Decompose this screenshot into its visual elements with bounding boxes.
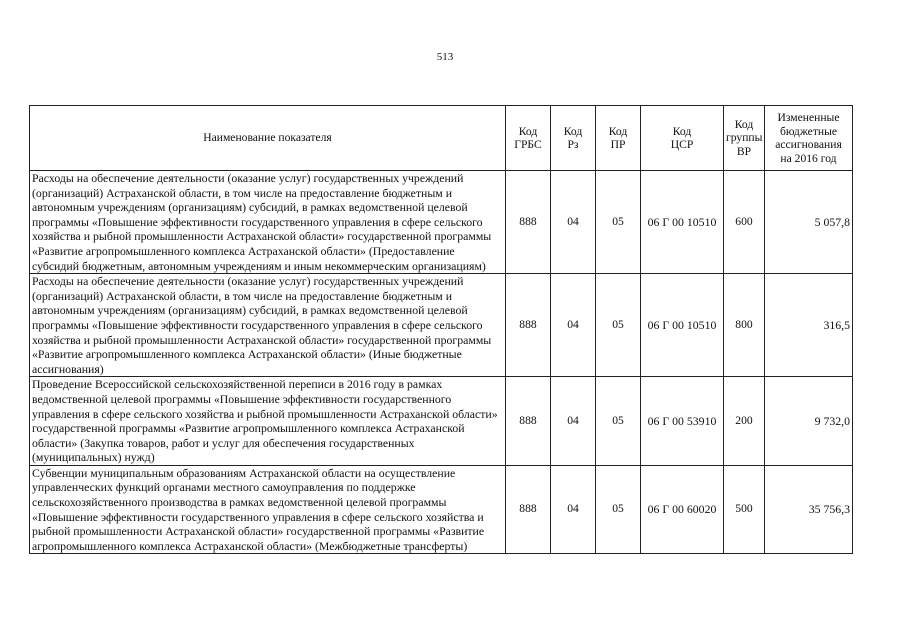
row-rz-cell: 04 xyxy=(551,465,596,554)
header-vr: Код группы ВР xyxy=(724,106,765,171)
row-pr-cell: 05 xyxy=(596,465,641,554)
table-row xyxy=(30,171,853,274)
row-amount-cell: 316,5 xyxy=(765,274,853,377)
row-grbs-cell: 888 xyxy=(506,465,551,554)
header-csr: Код ЦСР xyxy=(641,106,724,171)
header-amount: Измененные бюджетные ассигнования на 2016 год xyxy=(765,106,853,171)
row-rz-cell: 04 xyxy=(551,377,596,466)
row-vr-cell: 600 xyxy=(724,171,765,274)
row-vr-cell: 200 xyxy=(724,377,765,466)
header-rz: Код Рз xyxy=(551,106,596,171)
header-pr: Код ПР xyxy=(596,106,641,171)
row-csr-cell: 06 Г 00 10510 xyxy=(641,171,724,274)
row-csr-cell: 06 Г 00 10510 xyxy=(641,274,724,377)
row-pr-cell: 05 xyxy=(596,377,641,466)
budget-table xyxy=(29,105,853,554)
row-name-cell: Расходы на обеспечение деятельности (оказание услуг) государственных учреждений (организаций) Астраханской области, в том числе на предоставление бюджетным и автономным учреждениям (организациям) субсидий, в рамках ведомственной целевой программы «Повышение эффективности государственного управления в сфере сельского хозяйства и рыбной промышленности Астраханской области» государственной программы «Развитие агропромышленного комплекса Астраханской области» (Предоставление субсидий бюджетным, автономным учреждениям и иным некоммерческим организациям) xyxy=(30,171,506,274)
row-grbs-cell: 888 xyxy=(506,377,551,466)
row-name-cell: Субвенции муниципальным образованиям Астраханской области на осуществление управленческих функций органами местного самоуправления по поддержке сельскохозяйственного производства в рамках ведомственной целевой программы «Повышение эффективности государственного управления в сфере сельского хозяйства и рыбной промышленности Астраханской области» государственной программы «Развитие агропромышленного комплекса Астраханской области» (Межбюджетные трансферты) xyxy=(30,465,506,554)
row-rz-cell: 04 xyxy=(551,274,596,377)
row-csr-cell: 06 Г 00 53910 xyxy=(641,377,724,466)
page-number: 513 xyxy=(436,51,454,63)
row-pr-cell: 05 xyxy=(596,274,641,377)
row-vr-cell: 800 xyxy=(724,274,765,377)
header-grbs: Код ГРБС xyxy=(506,106,551,171)
table-header-row xyxy=(30,106,853,171)
table-row xyxy=(30,465,853,554)
row-vr-cell: 500 xyxy=(724,465,765,554)
row-amount-cell: 9 732,0 xyxy=(765,377,853,466)
table-row xyxy=(30,377,853,466)
row-name-cell: Расходы на обеспечение деятельности (оказание услуг) государственных учреждений (организаций) Астраханской области, в том числе на предоставление бюджетным и автономным учреждениям (организациям) субсидий, в рамках ведомственной целевой программы «Повышение эффективности государственного управления в сфере сельского хозяйства и рыбной промышленности Астраханской области» государственной программы «Развитие агропромышленного комплекса Астраханской области» (Иные бюджетные ассигнования) xyxy=(30,274,506,377)
row-grbs-cell: 888 xyxy=(506,274,551,377)
header-name: Наименование показателя xyxy=(30,106,506,171)
table-row xyxy=(30,274,853,377)
row-amount-cell: 35 756,3 xyxy=(765,465,853,554)
row-rz-cell: 04 xyxy=(551,171,596,274)
row-amount-cell: 5 057,8 xyxy=(765,171,853,274)
row-csr-cell: 06 Г 00 60020 xyxy=(641,465,724,554)
row-pr-cell: 05 xyxy=(596,171,641,274)
row-grbs-cell: 888 xyxy=(506,171,551,274)
row-name-cell: Проведение Всероссийской сельскохозяйственной переписи в 2016 году в рамках ведомственной целевой программы «Повышение эффективности государственного управления в сфере сельского хозяйства и рыбной промышленности Астраханской области» государственной программы «Развитие агропромышленного комплекса Астраханской области» (Закупка товаров, работ и услуг для обеспечения государственных (муниципальных) нужд) xyxy=(30,377,506,466)
